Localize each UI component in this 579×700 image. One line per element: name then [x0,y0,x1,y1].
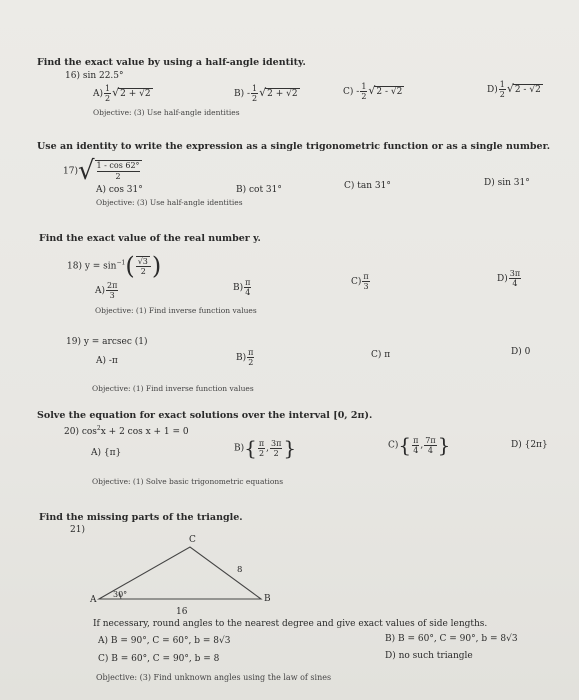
q19-option-c[interactable]: C) π [371,350,391,360]
q18-option-c[interactable]: C) $\frac{\pi}{3}$ [351,272,369,291]
question-16-stem: 16) sin 22.5° [65,71,124,81]
q21-option-c[interactable]: C) B = 60°, C = 90°, b = 8 [98,654,220,664]
vertex-c-label: C [189,535,196,545]
q21-objective: Objective: (3) Find unknown angles using the law of sines [96,673,332,682]
section-heading-equation: Solve the equation for exact solutions over the interval [0, 2π). [37,410,373,421]
q19-option-a[interactable]: A) -π [96,356,118,366]
question-19-stem: 19) y = arcsec (1) [66,337,148,347]
question-20-stem: 20) $\cos^2x + 2$ cos x + 1 = 0 [64,425,189,437]
side-cb-label: 8 [237,565,243,575]
q17-option-c[interactable]: C) tan 31° [344,181,391,191]
triangle-diagram [85,534,275,614]
angle-a-label: 30° [113,590,128,599]
q20-option-d[interactable]: D) {2π} [511,440,548,450]
section-heading-triangle: Find the missing parts of the triangle. [39,512,243,523]
q21-option-a[interactable]: A) B = 90°, C = 60°, b = 8√3 [98,636,231,646]
radical-icon: √ [77,156,95,186]
question-21-stem: 21) [70,525,85,535]
question-18-stem: 18) $y = \sin^{-1}$( $\frac{√3}{2}$ ) [67,252,162,280]
q16-objective: Objective: (3) Use half-angle identities [93,108,240,117]
q21-instruction: If necessary, round angles to the nearest degree and give exact values of side lengths. [93,619,488,629]
vertex-b-label: B [264,594,271,604]
q20-objective: Objective: (1) Solve basic trigonometric equations [92,477,284,486]
q18-objective: Objective: (1) Find inverse function values [95,306,257,315]
q17-objective: Objective: (3) Use half-angle identities [96,198,243,207]
q21-option-b[interactable]: B) B = 60°, C = 90°, b = 8√3 [385,634,518,644]
q19-option-b[interactable]: B) $\frac{\pi}{2}$ [236,348,254,367]
q16-option-d[interactable]: D) $\frac{1}{2}$ √2 - √2 [487,80,541,99]
q16-option-c[interactable]: C) - $\frac{1}{2}$ √2 - √2 [343,82,403,101]
q18-option-b[interactable]: B) $\frac{\pi}{4}$ [233,278,251,297]
q21-option-d[interactable]: D) no such triangle [385,651,473,661]
side-ab-label: 16 [176,607,188,617]
q18-option-a[interactable]: A) $\frac{2\pi}{3}$ [95,281,118,300]
q20-option-a[interactable]: A) {π} [91,448,122,458]
q18-option-d[interactable]: D) $\frac{3\pi}{4}$ [497,269,521,288]
q17-option-a[interactable]: A) cos 31° [96,185,143,195]
q17-option-d[interactable]: D) sin 31° [484,178,530,188]
q17-option-b[interactable]: B) cot 31° [236,185,282,195]
question-17-stem: 17)√ $\frac{1 - \cos 62^\circ}{2}$ [63,156,140,186]
section-heading-half-angle: Find the exact value by using a half-angle identity. [37,57,306,68]
q19-objective: Objective: (1) Find inverse function values [92,384,254,393]
q16-option-b[interactable]: B) - $\frac{1}{2}$ √2 + √2 [234,84,298,103]
q20-option-b[interactable]: B){ $\frac{\pi}{2}$ , $\frac{3\pi}{2}$ } [234,436,297,460]
q19-option-d[interactable]: D) 0 [511,347,531,357]
q20-option-c[interactable]: C){ $\frac{\pi}{4}$ , $\frac{7\pi}{4}$ } [388,433,451,457]
q16-option-a[interactable]: A) $\frac{1}{2}$ √2 + √2 [93,84,151,103]
vertex-a-label: A [90,595,97,605]
section-heading-inverse: Find the exact value of the real number y. [39,233,261,244]
section-heading-identity: Use an identity to write the expression as a single trigonometric function or as a single number. [37,141,551,152]
